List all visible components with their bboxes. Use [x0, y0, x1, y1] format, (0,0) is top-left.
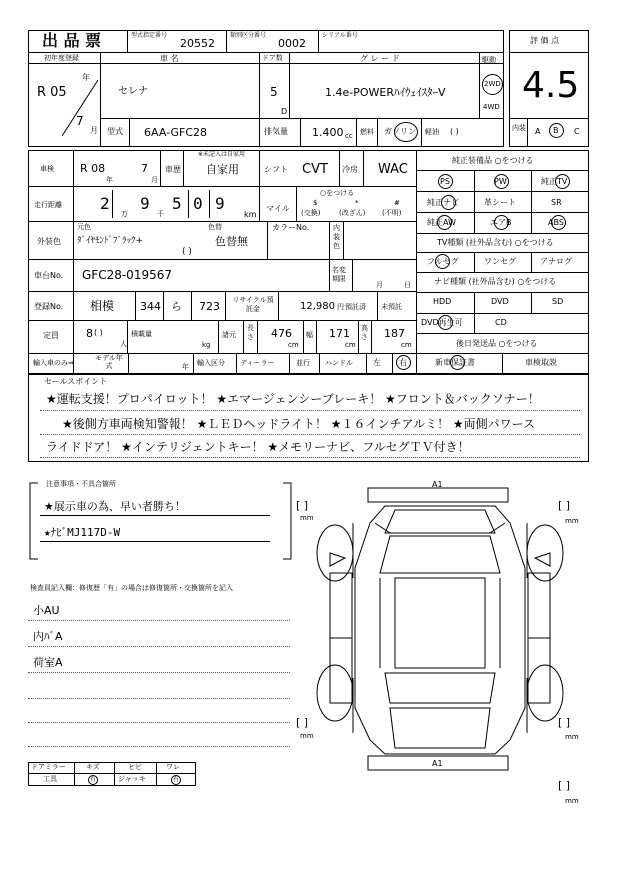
inspection-month: 7: [141, 162, 148, 175]
tailgate: [390, 708, 490, 748]
category-number: 0002: [278, 37, 306, 50]
equip-ps-selected: PS: [440, 177, 450, 186]
sales-line-1: ★運転支援！プロパイロット！ ★エマージェンシーブレーキ！ ★フロント＆バックソナー！: [46, 392, 540, 406]
vehicle-history: 自家用: [206, 163, 239, 176]
inspector-line-3: 荷室A: [33, 656, 63, 669]
width: 171: [329, 327, 350, 340]
door-count: 5: [270, 85, 278, 99]
recycle-deposit: 12,980: [300, 301, 335, 312]
mileage-digit-4: 0: [193, 194, 203, 213]
equip-tv-selected: 純正TV: [541, 177, 568, 186]
mileage-digit-5: 9: [215, 194, 225, 213]
note-line-2: ★ﾅﾋﾞMJ117D-W: [44, 526, 121, 539]
capacity-value: 8: [86, 327, 93, 340]
transmission: CVT: [302, 162, 328, 177]
fuel-gasoline-selected: ガソリン: [384, 127, 416, 136]
equip-airbag-selected: エアB: [490, 218, 512, 227]
front-bumper: [368, 488, 508, 502]
recolor-status: 色替無: [215, 235, 248, 248]
interior-grade-selected: B: [553, 126, 559, 135]
chassis-number: GFC28-019567: [82, 268, 172, 282]
document-title: 出 品 票: [42, 31, 102, 50]
sales-line-2: ★後側方車両検知警報！ ★ＬＥＤヘッドライト！ ★１６インチアルミ！ ★両側パワース: [62, 417, 536, 431]
car-name: セレナ: [118, 86, 148, 97]
reg-place: 相模: [90, 299, 115, 313]
tv-fullseg-selected: フルセグ: [427, 257, 459, 266]
rear-right-wheel: [527, 665, 563, 721]
listing-number: 20552: [180, 37, 215, 50]
first-registration-era: R 05: [37, 85, 67, 100]
inspector-line-2: 内ﾊﾞA: [33, 630, 63, 643]
reg-kana: ら: [171, 300, 182, 313]
roof: [395, 578, 485, 668]
inspection-era: R 08: [80, 162, 106, 175]
equip-pw-selected: PW: [494, 177, 507, 186]
height: 187: [384, 327, 405, 340]
displacement: 1.400: [312, 126, 344, 139]
notes-bracket: [28, 481, 293, 561]
equip-navi-selected: 純正ナビ: [427, 198, 459, 207]
mileage-digit-1: 2: [100, 194, 110, 213]
rear-left-wheel: [317, 665, 353, 721]
reg-class: 344: [140, 300, 161, 313]
equip-aw-selected: 純正AW: [427, 218, 456, 227]
mileage-digit-3: 5: [172, 194, 182, 213]
equip-abs-selected: ABS: [548, 218, 564, 227]
reg-number: 723: [199, 300, 220, 313]
rear-window: [385, 673, 495, 703]
inspector-line-1: 小AU: [33, 604, 60, 617]
note-line-1: ★展示車の為、早い者勝ち！: [44, 500, 186, 513]
later-warranty-selected: 新車保証書: [435, 358, 475, 367]
handle-right-selected: 右: [399, 358, 407, 367]
mileage-digit-2: 9: [140, 194, 150, 213]
navi-dvd-play-selected: DVD再生可: [421, 318, 463, 327]
drive-2wd-selected: 2WD: [484, 80, 501, 88]
air-conditioning: WAC: [378, 162, 408, 177]
grade: 1.4e-POWERﾊｲｳｪｲｽﾀｰV: [325, 86, 446, 99]
original-color: ﾀﾞｲﾔﾓﾝﾄﾞﾌﾞﾗｯｸ+: [77, 236, 144, 246]
model-code: 6AA-GFC28: [144, 126, 208, 139]
length: 476: [271, 327, 292, 340]
windshield: [380, 536, 500, 573]
right-doors: [528, 573, 550, 703]
first-registration-month: 7: [76, 114, 84, 128]
score-value: 4.5: [522, 65, 580, 106]
sales-line-3: ライドドア！ ★インテリジェントキー！ ★メモリーナビ、フルセグＴＶ付き！: [46, 440, 470, 454]
left-doors: [330, 573, 352, 703]
